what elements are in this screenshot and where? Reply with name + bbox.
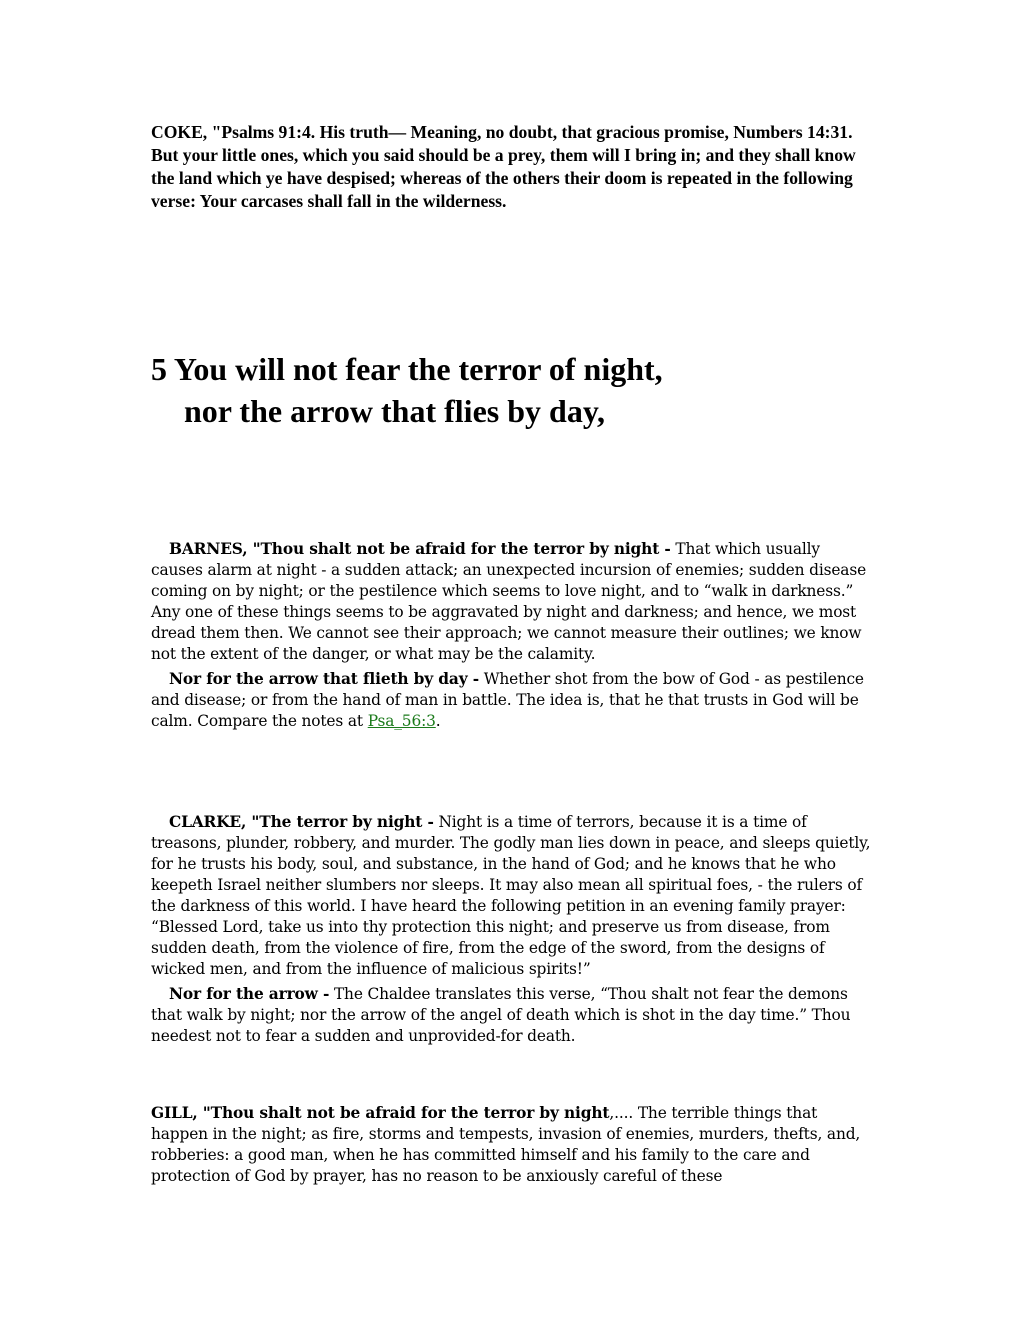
- verse-heading: [151, 348, 873, 432]
- barnes-paragraph-1: [151, 539, 873, 665]
- clarke-heading: CLARKE, "The terror by night -: [169, 813, 434, 831]
- psalm-56-3-link[interactable]: Psa_56:3: [367, 712, 436, 730]
- clarke-body-1: Night is a time of terrors, because it is a time of treasons, plunder, robbery, and murder. The godly man lies down in peace, and sleeps quietly, for he trusts his body, soul, and substance, in the hand of God; and he knows that he who keepeth Israel neither slumbers nor sleeps. It may also mean all spiritual foes, - the rulers of the darkness of this world. I have heard the following petition in an evening family prayer: “Blessed Lord, take us into thy protection this night; and preserve us from disease, from sudden death, from the violence of fire, from the edge of the sword, from the designs of wicked men, and from the influence of malicious spirits!”: [151, 813, 871, 978]
- barnes-paragraph-2: [151, 669, 873, 732]
- verse-line-1: 5 You will not fear the terror of night,: [151, 351, 663, 387]
- barnes-subheading: Nor for the arrow that flieth by day -: [169, 670, 479, 688]
- barnes-body-2: Whether shot from the bow of God - as pestilence and disease; or from the hand of man in battle. The idea is, that he that trusts in God will be calm. Compare the notes at: [151, 670, 864, 730]
- barnes-heading: BARNES, "Thou shalt not be afraid for the terror by night -: [169, 540, 671, 558]
- coke-text: COKE, "Psalms 91:4. His truth— Meaning, no doubt, that gracious promise, Numbers 14:31. But your little ones, which you said should be a prey, them will I bring in; and they shall know the land which ye have despised; whereas of the others their doom is repeated in the following verse: Your carcases shall fall in the wilderness.: [151, 122, 856, 211]
- clarke-subheading: Nor for the arrow -: [169, 985, 330, 1003]
- barnes-body-2-end: .: [435, 712, 441, 730]
- clarke-commentary: [151, 812, 873, 1047]
- barnes-body-1: That which usually causes alarm at night - a sudden attack; an unexpected incursion of enemies; sudden disease coming on by night; or the pestilence which seems to love night, and to “walk in darkness.” Any one of these things seems to be aggravated by night and darkness; and hence, we most dread them then. We cannot see their approach; we cannot measure their outlines; we know not the extent of the danger, or what may be the calamity.: [151, 540, 867, 663]
- gill-paragraph: [151, 1103, 873, 1187]
- barnes-commentary: [151, 539, 873, 732]
- gill-body: ,.... The terrible things that happen in the night; as fire, storms and tempests, invasion of enemies, murders, thefts, and, robberies: a good man, when he has committed himself and his family to the care and protection of God by prayer, has no reason to be anxiously careful of these: [151, 1104, 861, 1185]
- clarke-paragraph-2: [151, 984, 873, 1047]
- verse-line-2: nor the arrow that flies by day,: [184, 393, 606, 429]
- gill-heading: GILL, "Thou shalt not be afraid for the terror by night: [151, 1104, 610, 1122]
- clarke-body-2: The Chaldee translates this verse, “Thou shalt not fear the demons that walk by night; nor the arrow of the angel of death which is shot in the day time.” Thou needest not to fear a sudden and unprovided-for death.: [151, 985, 851, 1045]
- clarke-paragraph-1: [151, 812, 873, 980]
- coke-commentary: [151, 121, 873, 213]
- gill-commentary: [151, 1103, 873, 1187]
